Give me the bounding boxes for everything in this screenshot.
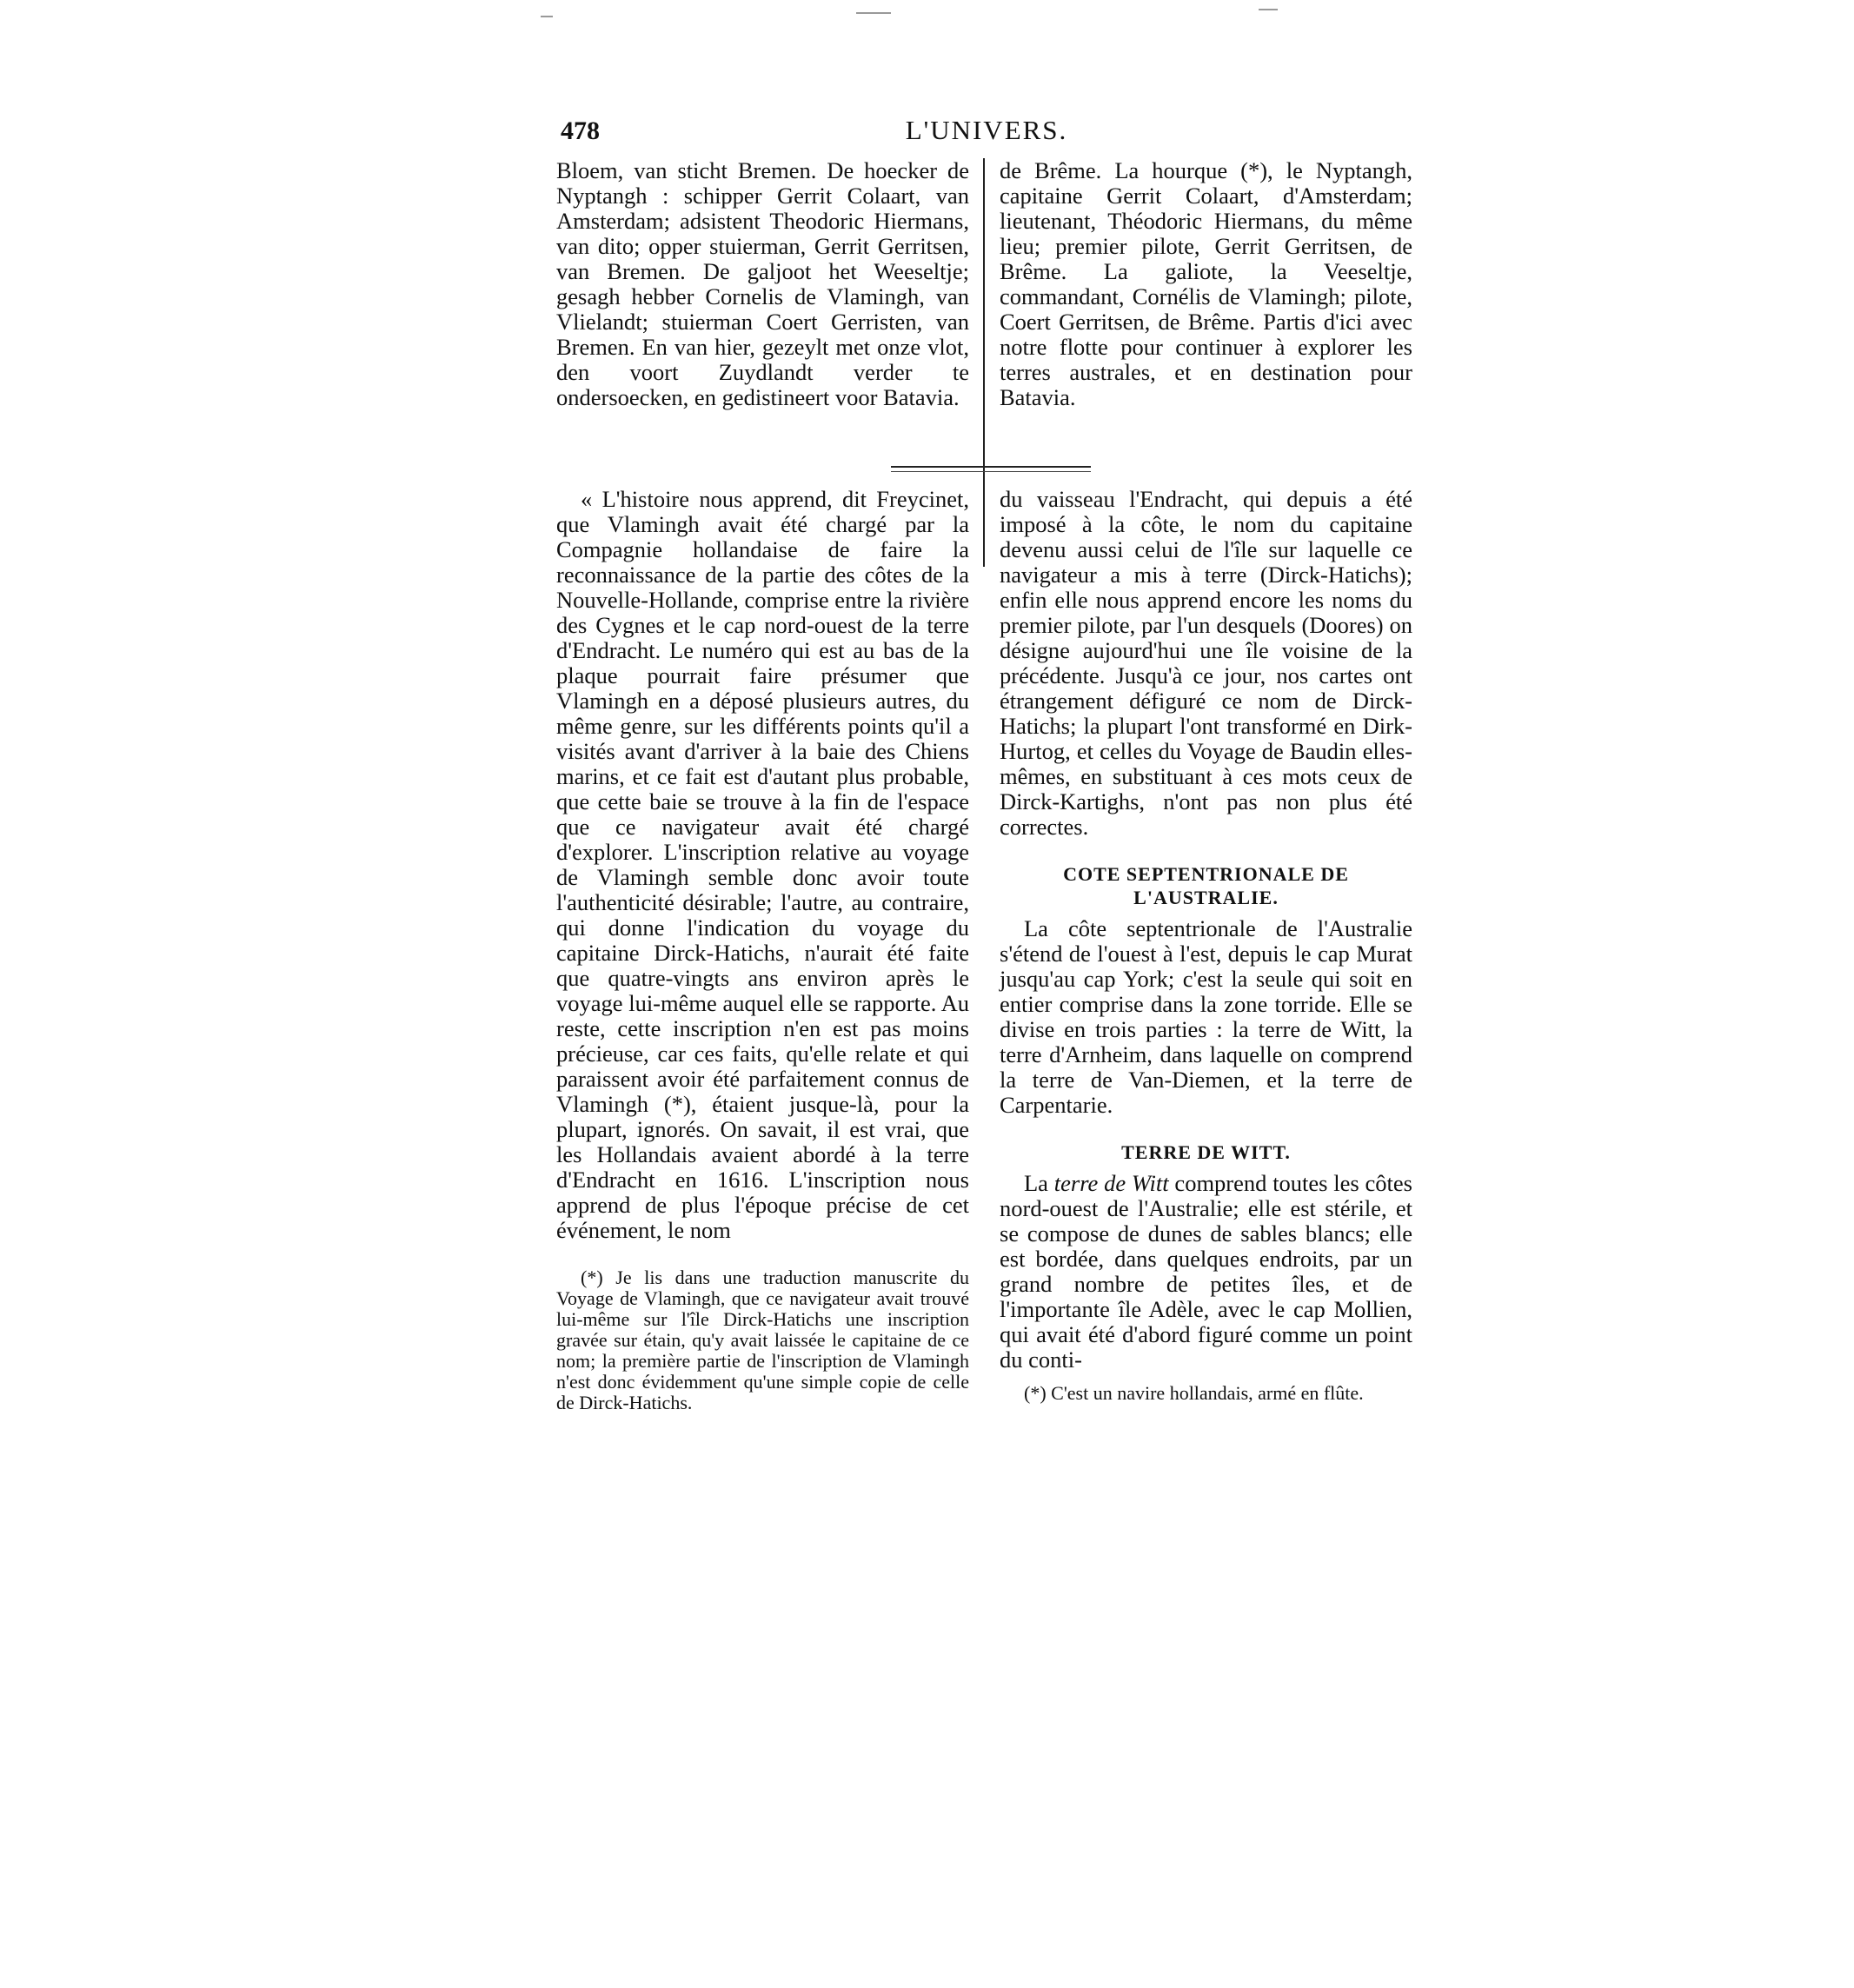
body-paragraph-continuation: du vaisseau l'Endracht, qui depuis a été imposé à la côte, le nom du capitaine devenu aussi celui de l'île sur laquelle ce navigateur a mis à terre (Dirck-Hatichs); enfin elle nous apprend encore les noms du premier pilote, par l'un desquels (Doores) on désigne aujourd'hui une île voisine de la précédente. Jusqu'à ce jour, nos cartes ont étrangement défiguré ce nom de Dirck-Hatichs; la plupart l'ont transformé en Dirk-Hurtog, et celles du Voyage de Baudin elles-mêmes, en substituant à ces mots ceux de Dirck-Kartighs, n'ont pas non plus été correctes. xyxy=(1000,486,1412,840)
footnote: (*) Je lis dans une traduction manuscrite du Voyage de Vlamingh, que ce navigateur avait trouvé lui-même sur l'île Dirck-Hatichs une inscription gravée sur étain, qu'y avait laissée le capitaine de ce nom; la première partie de l'inscription de Vlamingh n'est donc évidemment qu'une simple copie de celle de Dirck-Hatichs. xyxy=(556,1267,969,1413)
scan-mark xyxy=(1259,9,1278,10)
scan-mark xyxy=(541,16,553,17)
french-translation-text: de Brême. La hourque (*), le Nyptangh, capitaine Gerrit Colaart, d'Amsterdam; lieutenant, Théodoric Hiermans, du même lieu; premier pilote, Gerrit Gerritsen, de Brême. La galiote, la Veeseltje, commandant, Cornélis de Vlamingh; pilote, Coert Gerritsen, de Brême. Partis d'ici avec notre flotte pour continuer à explorer les terres australes, et en destination pour Batavia. xyxy=(1000,157,1412,410)
italic-term: terre de Witt xyxy=(1053,1170,1169,1196)
french-translation-column xyxy=(1000,158,1412,410)
dutch-inscription-text: Bloem, van sticht Bremen. De hoecker de Nyptangh : schipper Gerrit Colaart, van Amsterdam; adsistent Theodoric Hiermans, van dito; opper stuierman, Gerrit Gerritsen, van Bremen. De galjoot het Weeseltje; gesagh hebber Cornelis de Vlamingh, van Vlielandt; stuierman Coert Gerristen, van Bremen. En van hier, gezeylt met onze vlot, den voort Zuydlandt verder te ondersoecken, en gedistineert voor Batavia. xyxy=(556,157,969,410)
body-paragraph: « L'histoire nous apprend, dit Freycinet, que Vlamingh avait été chargé par la Compagnie hollandaise de faire la reconnaissance de la partie des côtes de la Nouvelle-Hollande, comprise entre la rivière des Cygnes et le cap nord-ouest de la terre d'Endracht. Le numéro qui est au bas de la plaque pourrait faire présumer que Vlamingh en a déposé plusieurs autres, du même genre, sur les différents points qu'il a visités avant d'arriver à la baie des Chiens marins, et ce fait est d'autant plus probable, que cette baie se trouve à la fin de l'espace que ce navigateur avait été chargé d'explorer. L'inscription relative au voyage de Vlamingh semble donc avoir toute l'authenticité désirable; l'autre, au contraire, qui donne l'indication du voyage du capitaine Dirck-Hatichs, n'aurait été faite que quatre-vingts ans environ après le voyage lui-même auquel elle se rapporte. Au reste, cette inscription n'en est pas moins précieuse, car ces faits, qu'elle relate et qui paraissent avoir été parfaitement connus de Vlamingh (*), étaient jusque-là, pour la plupart, ignorés. On savait, il est vrai, que les Hollandais avaient abordé à la terre d'Endracht en 1616. L'inscription nous apprend de plus l'époque précise de cet événement, le nom xyxy=(556,486,969,1243)
right-text-column xyxy=(1000,487,1412,1404)
scan-mark xyxy=(856,12,891,14)
running-title: L'UNIVERS. xyxy=(905,115,1068,145)
section-separator-thin xyxy=(891,471,1091,472)
body-paragraph xyxy=(1000,1171,1412,1373)
section-separator xyxy=(891,466,1091,468)
section-heading: TERRE DE WITT. xyxy=(1121,1141,1291,1163)
dutch-inscription-column xyxy=(556,158,969,410)
page-number: 478 xyxy=(561,116,600,145)
footnote: (*) C'est un navire hollandais, armé en flûte. xyxy=(1024,1382,1364,1404)
paragraph-lead: La xyxy=(1024,1170,1054,1196)
column-divider xyxy=(983,158,985,567)
paragraph-rest: comprend toutes les côtes nord-ouest de l'Australie; elle est stérile, et se compose de dunes de sables blancs; elle est bordée, dans quelques endroits, par un grand nombre de petites îles, et de l'importante île Adèle, avec le cap Mollien, qui avait été d'abord figuré comme un point du conti- xyxy=(1000,1170,1412,1373)
left-text-column xyxy=(556,487,969,1413)
book-page xyxy=(556,113,1417,1852)
page-header xyxy=(556,113,1417,156)
body-paragraph: La côte septentrionale de l'Australie s'étend de l'ouest à l'est, depuis le cap Murat jusqu'au cap York; c'est la seule qui soit en entier comprise dans la zone torride. Elle se divise en trois parties : la terre de Witt, la terre d'Arnheim, dans laquelle on comprend la terre de Van-Diemen, et la terre de Carpentarie. xyxy=(1000,915,1412,1118)
section-heading: COTE SEPTENTRIONALE DE L'AUSTRALIE. xyxy=(1063,863,1349,908)
